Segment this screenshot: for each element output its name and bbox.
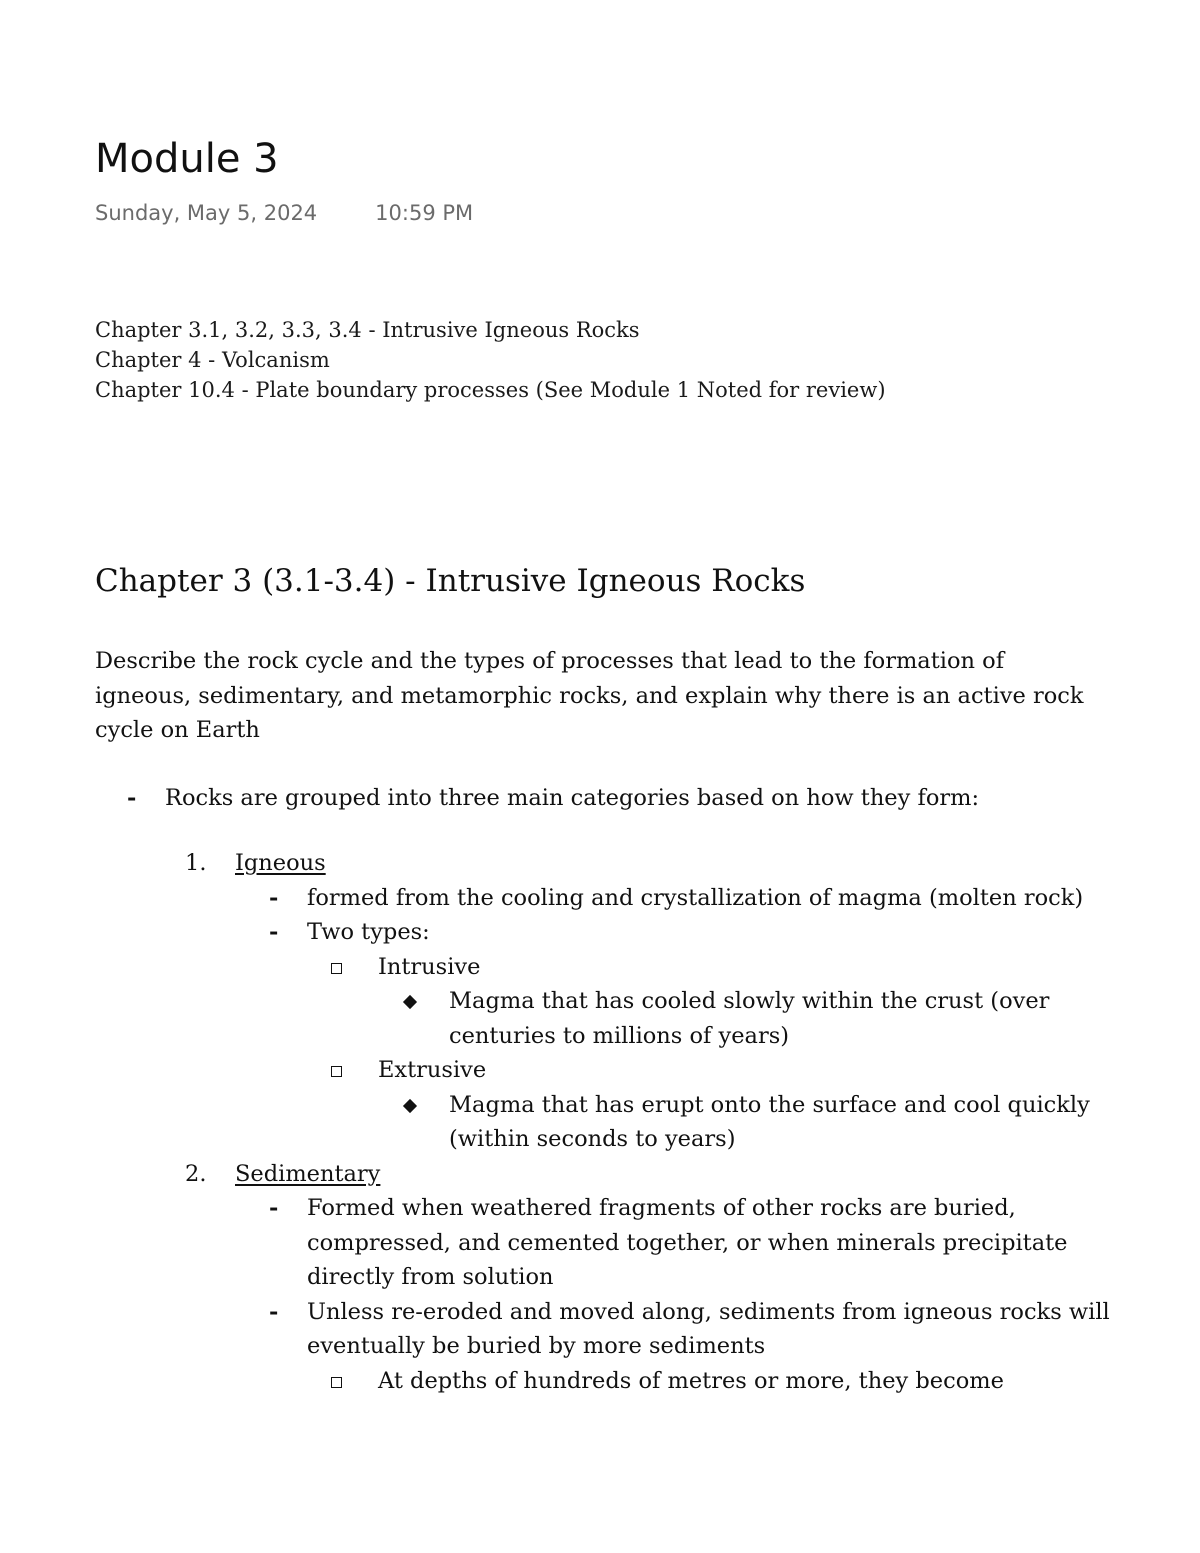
hollow-square-bullet-icon [331,1364,342,1401]
dash-bullet-icon: - [269,919,279,945]
list-item-text: Formed when weathered fragments of other rocks are buried, compressed, and cemented together, or when minerals precipitate directly from solution [307,1195,1068,1290]
list-item-text: Extrusive [378,1057,487,1083]
list-number: 2. [185,1160,207,1187]
list-item-text: Two types: [307,919,430,945]
category-label: Igneous [235,850,326,876]
list-item [95,881,1155,916]
page-date: Sunday, May 5, 2024 [95,201,318,225]
list-item-text: Intrusive [378,953,481,980]
list-item [95,1088,1155,1157]
hollow-square-bullet-icon [331,950,342,987]
rock-category-sedimentary [95,1157,1155,1192]
list-item [95,1364,1155,1399]
list-item [95,1295,1155,1364]
list-item-text: Rocks are grouped into three main categories based on how they form: [165,784,980,811]
category-label: Sedimentary [235,1160,381,1187]
list-item-text: Magma that has erupt onto the surface and cool quickly (within seconds to years) [449,1091,1090,1152]
dash-bullet-icon: - [127,784,137,811]
section-content [95,644,1155,1398]
section-heading: Chapter 3 (3.1-3.4) - Intrusive Igneous Rocks [95,563,806,599]
list-item [95,1053,1155,1088]
page-timestamp [95,199,473,227]
page-title: Module 3 [95,136,279,182]
filled-diamond-bullet-icon [403,1088,415,1123]
hollow-square-bullet-icon [331,1053,342,1090]
learning-objective: Describe the rock cycle and the types of processes that lead to the formation of igneous, sedimentary, and metamorphic rocks, and explain why there is an active rock cycle on Earth [95,648,1084,743]
chapter-line: Chapter 3.1, 3.2, 3.3, 3.4 - Intrusive Igneous Rocks [95,318,640,342]
dash-bullet-icon: - [269,1195,279,1221]
filled-diamond-bullet-icon [403,984,415,1019]
chapter-list [95,315,886,405]
list-item [95,984,1155,1053]
page-time: 10:59 PM [375,201,474,225]
list-item [95,781,1155,816]
list-item [95,915,1155,950]
list-item-text: At depths of hundreds of metres or more, they become [378,1367,1004,1394]
dash-bullet-icon: - [269,1298,279,1325]
chapter-line: Chapter 10.4 - Plate boundary processes (See Module 1 Noted for review) [95,378,886,402]
list-item [95,950,1155,985]
dash-bullet-icon: - [269,884,279,911]
list-item-text: Magma that has cooled slowly within the crust (over centuries to millions of years) [449,988,1050,1049]
list-number: 1. [185,850,207,876]
list-item-text: Unless re-eroded and moved along, sediments from igneous rocks will eventually be buried by more sediments [307,1298,1110,1359]
rock-category-igneous [95,846,1155,881]
list-item-text: formed from the cooling and crystallization of magma (molten rock) [307,884,1084,911]
chapter-line: Chapter 4 - Volcanism [95,348,330,372]
list-item [95,1191,1155,1295]
